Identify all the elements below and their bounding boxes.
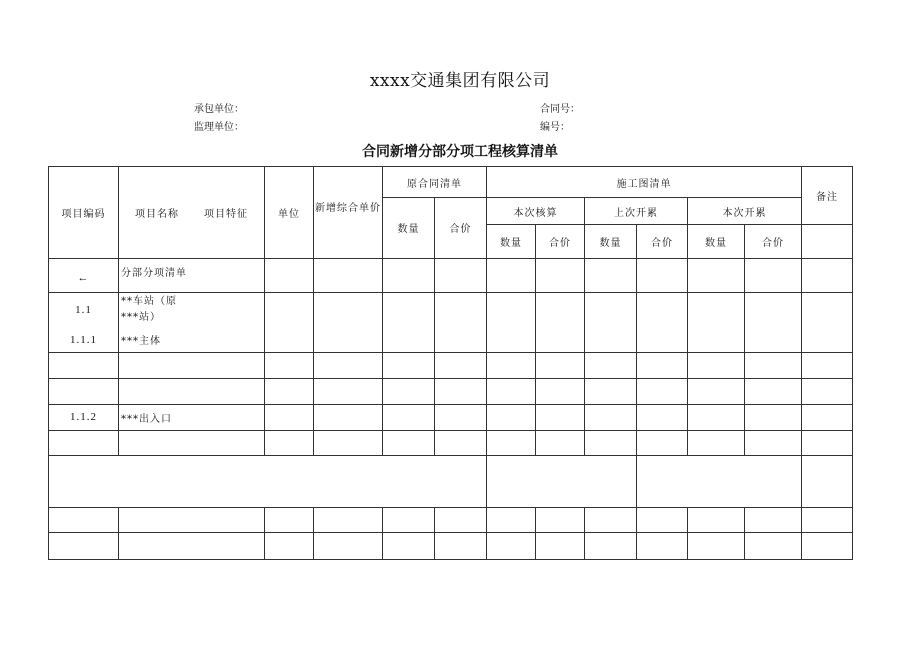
col-this-check-quantity: 数量 — [487, 225, 536, 258]
accounting-table — [48, 166, 853, 560]
row-name: ***出入口 — [119, 404, 265, 430]
table-row — [49, 327, 853, 353]
table-row — [49, 532, 853, 559]
col-last-cumulative: 上次开累 — [585, 198, 688, 225]
row-name-line2: ***站） — [121, 311, 161, 323]
table-row — [49, 353, 853, 378]
col-last-cumulative-quantity: 数量 — [585, 225, 637, 258]
col-this-check: 本次核算 — [487, 198, 585, 225]
col-this-check-total: 合价 — [536, 225, 585, 258]
supervisor-label: 监理单位： — [194, 122, 244, 133]
col-construction-drawing: 施工图清单 — [487, 167, 802, 198]
table-row — [49, 292, 853, 326]
remark-cell — [802, 225, 853, 258]
form-title: 合同新增分部分项工程核算清单 — [362, 144, 558, 160]
table-row — [49, 258, 853, 292]
col-original-contract: 原合同清单 — [383, 167, 487, 198]
table-row — [49, 378, 853, 404]
row-code: 1.1.2 — [49, 404, 119, 430]
table-row — [49, 404, 853, 430]
col-original-total: 合价 — [435, 198, 487, 258]
col-last-cumulative-total: 合价 — [637, 225, 688, 258]
col-this-cumulative: 本次开累 — [688, 198, 802, 225]
col-unit: 单位 — [265, 167, 314, 259]
table-row — [49, 507, 853, 532]
table-row — [49, 456, 853, 507]
row-name-line1: **车站（原 — [121, 295, 177, 307]
col-remark: 备注 — [802, 167, 853, 225]
row-name — [119, 292, 265, 326]
table-row — [49, 430, 853, 455]
col-item-name: 项目名称 — [134, 208, 179, 220]
col-new-unit-price: 新增综合单价 — [314, 167, 383, 259]
header-row-1 — [49, 167, 853, 198]
col-this-cumulative-total: 合价 — [745, 225, 802, 258]
contract-number-label: 合同号： — [540, 104, 580, 115]
company-name: xxxx交通集团有限公司 — [369, 71, 551, 91]
col-this-cumulative-quantity: 数量 — [688, 225, 745, 258]
contractor-label: 承包单位： — [194, 104, 244, 115]
col-item-feature: 项目特征 — [204, 208, 249, 220]
row-name: ***主体 — [119, 327, 265, 353]
col-item-name-feature — [119, 167, 265, 259]
col-original-quantity: 数量 — [383, 198, 435, 258]
row-code: 1.1 — [49, 292, 119, 326]
serial-number-label: 编号： — [540, 122, 570, 133]
row-code: ← — [49, 258, 119, 292]
col-item-code: 项目编码 — [49, 167, 119, 259]
row-name: 分部分项清单 — [119, 258, 265, 292]
row-code: 1.1.1 — [49, 327, 119, 353]
